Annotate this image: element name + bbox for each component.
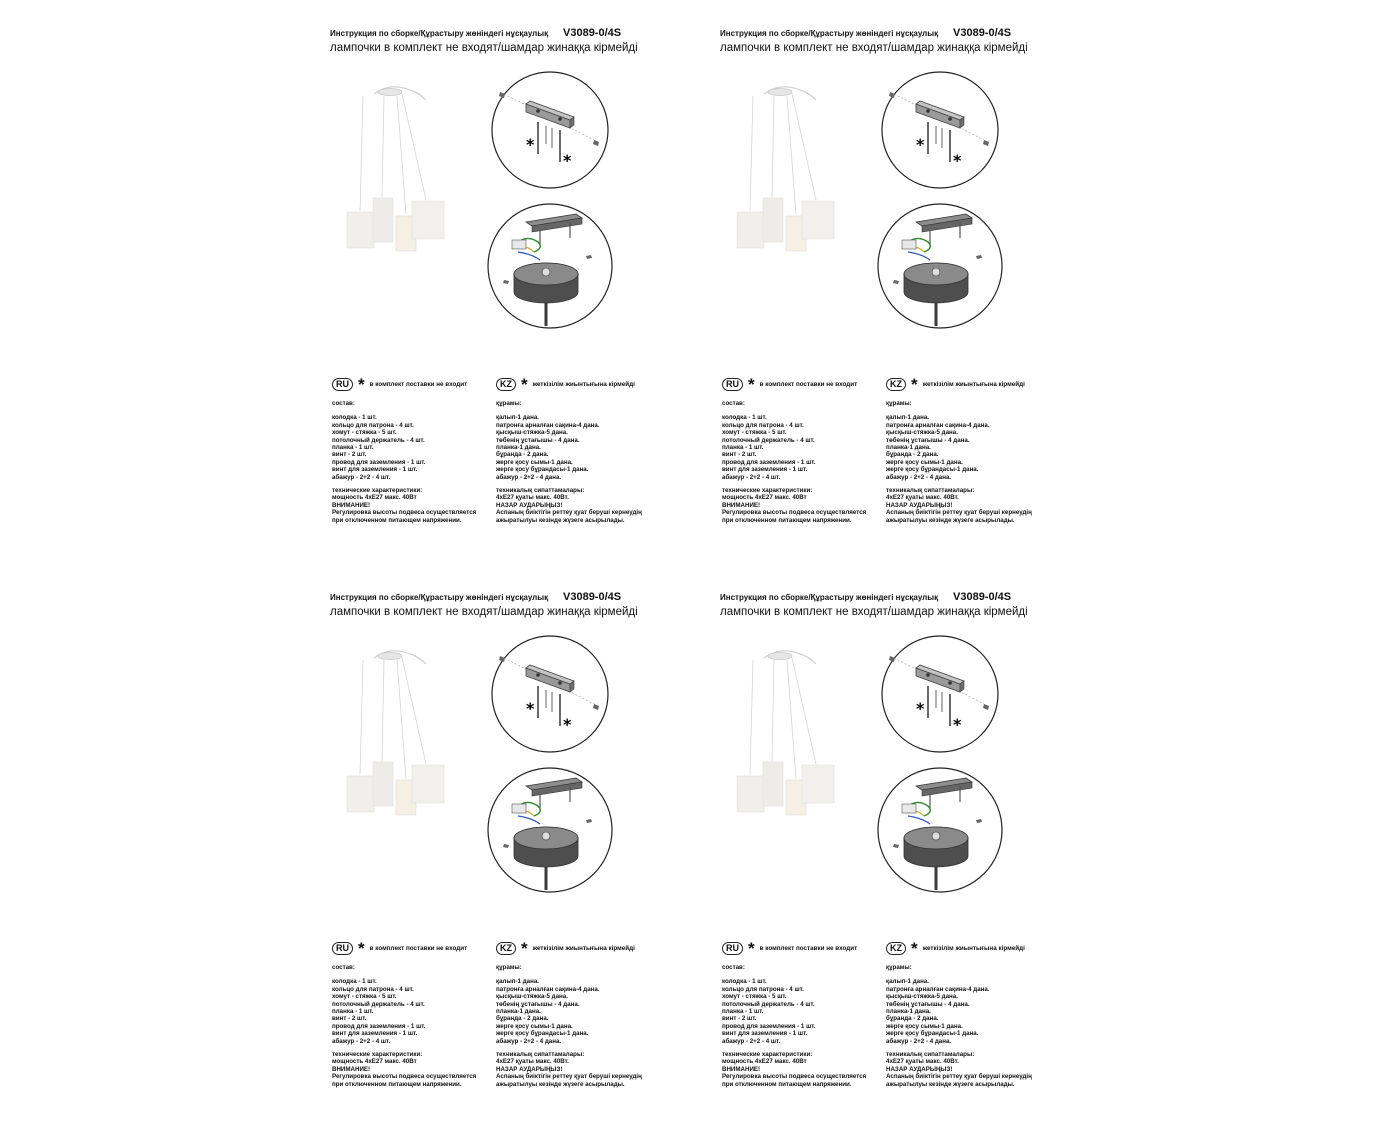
not-included-star: * [563, 151, 572, 170]
spec-line: Аспаның биіктігін реттеу қуат беруші кернеудің [886, 509, 1032, 517]
list-item: патронға арналған сақина-4 дана. [886, 421, 990, 429]
instruction-title [720, 591, 1012, 603]
spec-line: техникалық сипаттамалары: [496, 1051, 585, 1059]
mounting-bracket-diagram [880, 634, 1000, 754]
list-item: қысқыш-стяжка-5 дана. [886, 429, 958, 437]
instruction-sheet [330, 586, 720, 1126]
wiring-canopy-diagram [486, 766, 614, 894]
list-item: қалып-1 дана. [496, 414, 539, 422]
list-item: винт - 2 шт. [332, 1015, 367, 1023]
list-item: хомут - стяжка - 5 шт. [722, 993, 787, 1001]
wiring-canopy-diagram [876, 202, 1004, 330]
list-item: провод для заземления - 1 шт. [722, 458, 816, 466]
list-item: жерге қосу бұрандасы-1 дана. [886, 466, 979, 474]
spec-line: при отключенном питающем напряжении. [332, 1080, 462, 1088]
list-item: жерге қосу бұрандасы-1 дана. [496, 1030, 589, 1038]
spec-line: 4хЕ27 қуаты макс. 40Вт. [886, 1058, 959, 1066]
list-item: абажур - 2+2 - 4 шт. [722, 473, 781, 481]
list-item: колодка - 1 шт. [722, 978, 767, 986]
spec-line: Аспаның биіктігін реттеу қуат беруші кернеудің [886, 1073, 1032, 1081]
list-item: планка - 1 шт. [722, 1008, 764, 1016]
kz-badge: KZ [886, 378, 906, 391]
spec-line: НАЗАР АУДАРЫҢЫЗ! [886, 1065, 953, 1073]
list-item: винт для заземления - 1 шт. [722, 1030, 808, 1038]
spec-line: техникалық сипаттамалары: [496, 487, 585, 495]
contents-kz [886, 400, 1032, 524]
mounting-bracket-diagram [490, 634, 610, 754]
list-item: винт для заземления - 1 шт. [332, 1030, 418, 1038]
wiring-canopy-diagram [486, 202, 614, 330]
list-item: колодка - 1 шт. [722, 414, 767, 422]
list-item: кольцо для патрона - 4 шт. [722, 421, 804, 429]
instruction-sheet [720, 22, 1110, 562]
model-code: V3089-0/4S [563, 27, 622, 39]
legend-ru [332, 938, 468, 958]
spec-line: ВНИМАНИЕ! [722, 501, 761, 509]
list-item: жерге қосу сымы-1 дана. [886, 1022, 963, 1030]
list-item: кольцо для патрона - 4 шт. [332, 421, 414, 429]
instruction-title-text: Инструкция по сборке/Құрастыру жөніндегі нұсқаулық [720, 29, 939, 38]
list-item: потолочный держатель - 4 шт. [332, 436, 425, 444]
list-item: винт - 2 шт. [332, 451, 367, 459]
ru-badge: RU [722, 378, 743, 391]
instruction-title-text: Инструкция по сборке/Құрастыру жөніндегі нұсқаулық [330, 29, 549, 38]
ru-badge: RU [332, 378, 353, 391]
spec-line: Аспаның биіктігін реттеу қуат беруші кернеудің [496, 509, 642, 517]
not-included-star: * [526, 135, 535, 154]
list-item: планка - 1 шт. [722, 444, 764, 452]
spec-line: при отключенном питающем напряжении. [722, 1080, 852, 1088]
spec-line: мощность 4хЕ27 макс. 40Вт [722, 1058, 807, 1066]
list-item: провод для заземления - 1 шт. [332, 458, 426, 466]
spec-line: Регулировка высоты подвеса осуществляется [332, 1073, 477, 1081]
list-item: винт для заземления - 1 шт. [722, 466, 808, 474]
star-icon: * [748, 938, 755, 958]
list-item: винт - 2 шт. [722, 1015, 757, 1023]
model-code: V3089-0/4S [953, 591, 1012, 603]
kz-badge: KZ [496, 378, 516, 391]
ru-badge: RU [332, 942, 353, 955]
star-icon: * [521, 938, 528, 958]
model-code: V3089-0/4S [953, 27, 1012, 39]
spec-line: техникалық сипаттамалары: [886, 487, 975, 495]
list-item: жерге қосу сымы-1 дана. [886, 458, 963, 466]
list-item: жерге қосу сымы-1 дана. [496, 458, 573, 466]
list-item: абажур - 2+2 - 4 дана. [886, 473, 952, 481]
kz-badge: KZ [496, 942, 516, 955]
list-item: төбенің ұстағышы - 4 дана. [496, 1000, 580, 1008]
spec-line: Регулировка высоты подвеса осуществляется [332, 509, 477, 517]
list-item: патронға арналған сақина-4 дана. [496, 985, 600, 993]
list-item: қысқыш-стяжка-5 дана. [886, 993, 958, 1001]
ru-badge: RU [722, 942, 743, 955]
spec-line: при отключенном питающем напряжении. [722, 516, 852, 524]
list-item: кольцо для патрона - 4 шт. [722, 985, 804, 993]
contents-title-kz: құрамы: [496, 400, 522, 407]
list-item: төбенің ұстағышы - 4 дана. [886, 1000, 970, 1008]
contents-title-ru: состав: [722, 400, 745, 407]
list-item: патронға арналған сақина-4 дана. [886, 985, 990, 993]
list-item: планка-1 дана. [886, 1008, 931, 1016]
legend-note-kz: жеткізілім жиынтығына кірмейді [922, 945, 1025, 952]
star-icon: * [358, 374, 365, 394]
legend-note-ru: в комплект поставки не входит [369, 381, 468, 388]
pendant-lamp-photo [730, 70, 840, 260]
legend-kz [886, 374, 1025, 394]
list-item: винт - 2 шт. [722, 451, 757, 459]
list-item: абажур - 2+2 - 4 дана. [496, 473, 562, 481]
spec-line: 4хЕ27 қуаты макс. 40Вт. [886, 494, 959, 502]
contents-ru [722, 964, 866, 1088]
spec-line: мощность 4хЕ27 макс. 40Вт [332, 494, 417, 502]
list-item: қалып-1 дана. [886, 978, 929, 986]
list-item: винт для заземления - 1 шт. [332, 466, 418, 474]
list-item: қысқыш-стяжка-5 дана. [496, 993, 568, 1001]
bulbs-note: лампочки в комплект не входят/шамдар жинаққа кірмейді [720, 42, 1028, 54]
list-item: абажур - 2+2 - 4 дана. [886, 1037, 952, 1045]
spec-line: Аспаның биіктігін реттеу қуат беруші кернеудің [496, 1073, 642, 1081]
instruction-sheet [330, 22, 720, 562]
list-item: колодка - 1 шт. [332, 978, 377, 986]
legend-note-ru: в комплект поставки не входит [759, 381, 858, 388]
legend-ru [722, 938, 858, 958]
contents-kz [496, 964, 642, 1088]
list-item: хомут - стяжка - 5 шт. [332, 429, 397, 437]
list-item: қалып-1 дана. [886, 414, 929, 422]
list-item: провод для заземления - 1 шт. [722, 1022, 816, 1030]
pendant-lamp-photo [730, 634, 840, 824]
contents-title-ru: состав: [722, 964, 745, 971]
contents-ru [332, 400, 476, 524]
spec-line: ажыратылуы кезінде жүзеге асырылады. [886, 516, 1015, 524]
list-item: хомут - стяжка - 5 шт. [332, 993, 397, 1001]
spec-line: ВНИМАНИЕ! [332, 1065, 371, 1073]
spec-line: ажыратылуы кезінде жүзеге асырылады. [496, 1080, 625, 1088]
star-icon: * [911, 938, 918, 958]
legend-kz [496, 938, 635, 958]
bulbs-note: лампочки в комплект не входят/шамдар жинаққа кірмейді [330, 606, 638, 618]
legend-kz [496, 374, 635, 394]
spec-line: ВНИМАНИЕ! [722, 1065, 761, 1073]
star-icon: * [748, 374, 755, 394]
spec-line: технические характеристики: [722, 487, 813, 495]
instruction-title [720, 27, 1012, 39]
star-icon: * [521, 374, 528, 394]
list-item: бұранда - 2 дана. [496, 451, 549, 459]
list-item: колодка - 1 шт. [332, 414, 377, 422]
legend-ru [722, 374, 858, 394]
spec-line: Регулировка высоты подвеса осуществляется [722, 509, 867, 517]
instruction-title [330, 591, 622, 603]
spec-line: мощность 4хЕ27 макс. 40Вт [722, 494, 807, 502]
not-included-star: * [916, 135, 925, 154]
pendant-lamp-photo [340, 634, 450, 824]
spec-line: Регулировка высоты подвеса осуществляется [722, 1073, 867, 1081]
not-included-star: * [526, 699, 535, 718]
spec-line: 4хЕ27 қуаты макс. 40Вт. [496, 1058, 569, 1066]
contents-title-kz: құрамы: [886, 400, 912, 407]
list-item: абажур - 2+2 - 4 дана. [496, 1037, 562, 1045]
not-included-star: * [953, 151, 962, 170]
legend-kz [886, 938, 1025, 958]
bulbs-note: лампочки в комплект не входят/шамдар жинаққа кірмейді [720, 606, 1028, 618]
spec-line: технические характеристики: [332, 487, 423, 495]
wiring-canopy-diagram [876, 766, 1004, 894]
list-item: бұранда - 2 дана. [886, 451, 939, 459]
spec-line: НАЗАР АУДАРЫҢЫЗ! [496, 1065, 563, 1073]
contents-kz [886, 964, 1032, 1088]
not-included-star: * [953, 715, 962, 734]
list-item: жерге қосу сымы-1 дана. [496, 1022, 573, 1030]
list-item: қысқыш-стяжка-5 дана. [496, 429, 568, 437]
mounting-bracket-diagram [880, 70, 1000, 190]
list-item: планка - 1 шт. [332, 1008, 374, 1016]
list-item: бұранда - 2 дана. [496, 1015, 549, 1023]
mounting-bracket-diagram [490, 70, 610, 190]
legend-note-kz: жеткізілім жиынтығына кірмейді [922, 381, 1025, 388]
list-item: қалып-1 дана. [496, 978, 539, 986]
list-item: потолочный держатель - 4 шт. [722, 436, 815, 444]
legend-note-ru: в комплект поставки не входит [759, 945, 858, 952]
model-code: V3089-0/4S [563, 591, 622, 603]
kz-badge: KZ [886, 942, 906, 955]
legend-note-ru: в комплект поставки не входит [369, 945, 468, 952]
list-item: жерге қосу бұрандасы-1 дана. [886, 1030, 979, 1038]
contents-title-ru: состав: [332, 400, 355, 407]
list-item: жерге қосу бұрандасы-1 дана. [496, 466, 589, 474]
spec-line: ажыратылуы кезінде жүзеге асырылады. [496, 516, 625, 524]
bulbs-note: лампочки в комплект не входят/шамдар жинаққа кірмейді [330, 42, 638, 54]
not-included-star: * [563, 715, 572, 734]
pendant-lamp-photo [340, 70, 450, 260]
list-item: провод для заземления - 1 шт. [332, 1022, 426, 1030]
contents-title-kz: құрамы: [496, 964, 522, 971]
spec-line: технические характеристики: [332, 1051, 423, 1059]
spec-line: НАЗАР АУДАРЫҢЫЗ! [496, 501, 563, 509]
spec-line: технические характеристики: [722, 1051, 813, 1059]
spec-line: НАЗАР АУДАРЫҢЫЗ! [886, 501, 953, 509]
list-item: патронға арналған сақина-4 дана. [496, 421, 600, 429]
contents-title-ru: состав: [332, 964, 355, 971]
list-item: планка-1 дана. [886, 444, 931, 452]
contents-kz [496, 400, 642, 524]
list-item: бұранда - 2 дана. [886, 1015, 939, 1023]
list-item: планка-1 дана. [496, 444, 541, 452]
instruction-title-text: Инструкция по сборке/Құрастыру жөніндегі нұсқаулық [720, 593, 939, 602]
contents-ru [332, 964, 476, 1088]
list-item: планка - 1 шт. [332, 444, 374, 452]
star-icon: * [911, 374, 918, 394]
legend-note-kz: жеткізілім жиынтығына кірмейді [532, 381, 635, 388]
spec-line: ажыратылуы кезінде жүзеге асырылады. [886, 1080, 1015, 1088]
legend-note-kz: жеткізілім жиынтығына кірмейді [532, 945, 635, 952]
spec-line: мощность 4хЕ27 макс. 40Вт [332, 1058, 417, 1066]
spec-line: ВНИМАНИЕ! [332, 501, 371, 509]
spec-line: 4хЕ27 қуаты макс. 40Вт. [496, 494, 569, 502]
spec-line: техникалық сипаттамалары: [886, 1051, 975, 1059]
list-item: төбенің ұстағышы - 4 дана. [496, 436, 580, 444]
legend-ru [332, 374, 468, 394]
list-item: кольцо для патрона - 4 шт. [332, 985, 414, 993]
list-item: потолочный держатель - 4 шт. [332, 1000, 425, 1008]
not-included-star: * [916, 699, 925, 718]
list-item: хомут - стяжка - 5 шт. [722, 429, 787, 437]
contents-ru [722, 400, 866, 524]
instruction-title-text: Инструкция по сборке/Құрастыру жөніндегі нұсқаулық [330, 593, 549, 602]
instruction-sheet [720, 586, 1110, 1126]
contents-title-kz: құрамы: [886, 964, 912, 971]
list-item: төбенің ұстағышы - 4 дана. [886, 436, 970, 444]
list-item: абажур - 2+2 - 4 шт. [722, 1037, 781, 1045]
list-item: абажур - 2+2 - 4 шт. [332, 473, 391, 481]
list-item: планка-1 дана. [496, 1008, 541, 1016]
list-item: потолочный держатель - 4 шт. [722, 1000, 815, 1008]
spec-line: при отключенном питающем напряжении. [332, 516, 462, 524]
star-icon: * [358, 938, 365, 958]
list-item: абажур - 2+2 - 4 шт. [332, 1037, 391, 1045]
instruction-title [330, 27, 622, 39]
